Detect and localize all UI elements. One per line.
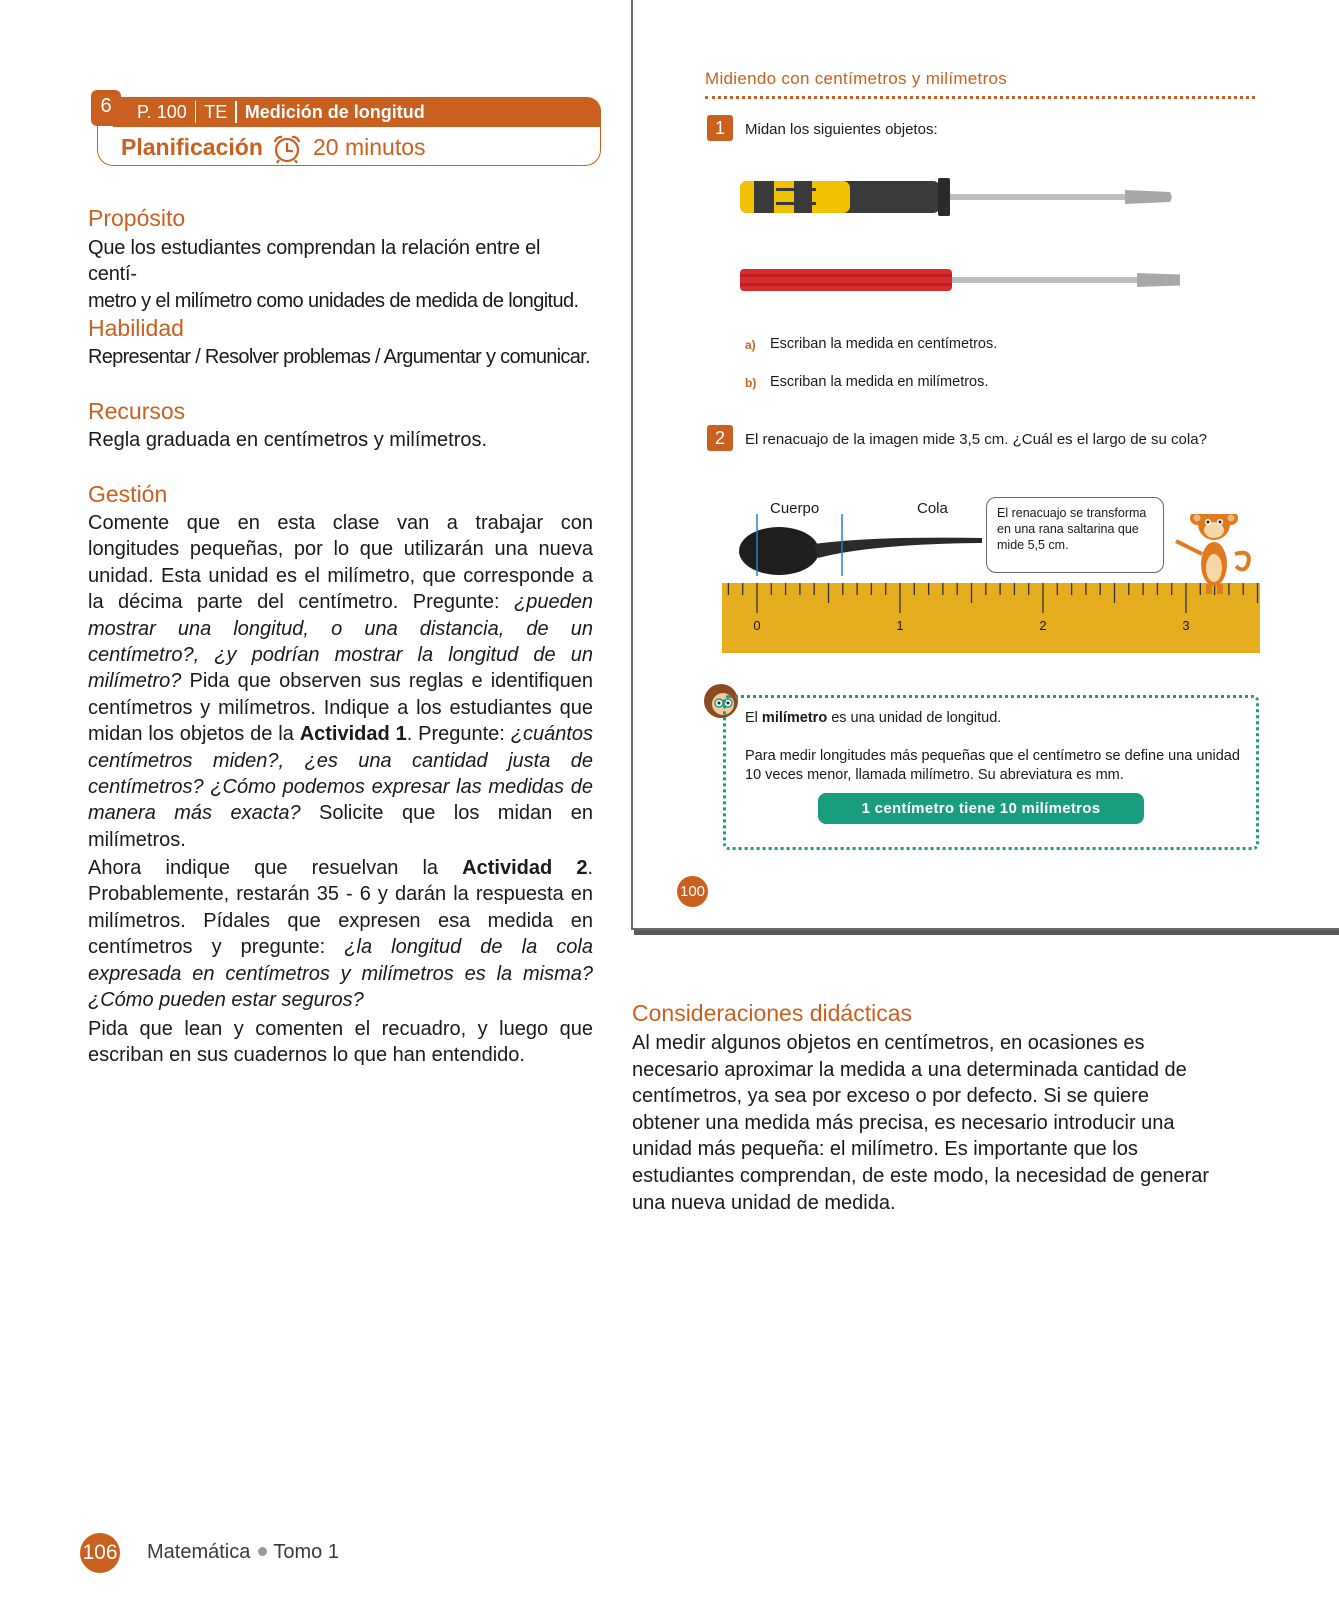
purpose-heading: Propósito — [88, 205, 186, 231]
activity-ref: Actividad 2 — [462, 857, 588, 879]
text-run: es una unidad de longitud. — [827, 710, 1002, 726]
key-fact-pill: 1 centímetro tiene 10 milímetros — [818, 793, 1144, 824]
purpose-line: metro y el milímetro como unidades de medida de longitud. — [88, 289, 579, 312]
divider — [195, 101, 197, 123]
resources-text: Regla graduada en centímetros y milímetros. — [88, 429, 488, 451]
activity-2-number: 2 — [707, 425, 733, 451]
activity-1-prompt: Midan los siguientes objetos: — [745, 121, 938, 138]
subtask-a-letter: a) — [745, 338, 756, 352]
skill-text: Representar / Resolver problemas / Argumentar y comunicar. — [88, 346, 590, 368]
screwdrivers-illustration — [740, 176, 1180, 301]
planning-label: Planificación — [121, 134, 263, 160]
purpose-text — [88, 235, 593, 314]
purpose-line: Que los estudiantes comprendan la relación entre el centí- — [88, 237, 541, 286]
page-reference: P. 100 — [137, 102, 187, 122]
body-label: Cuerpo — [770, 500, 820, 517]
text-run: Solicite que los midan en milímetros. — [88, 802, 593, 851]
considerations-text: Al medir algunos objetos en centímetros, en ocasiones es necesario aproximar la medida a una determinada cantidad de centímetros, ya sea por exceso o por defecto. Si se quiere obtener una medida más precisa, es necesario introducir una unidad más pequeña: el milímetro. Es importante que los estudiantes comprendan, de este modo, la necesidad de generar una nueva unidad de medida. — [632, 1032, 1210, 1214]
footer-subject: Matemática — [147, 1541, 251, 1563]
question-run: ¿cuántos centímetros miden?, ¿es una cantidad justa de centímetros? ¿Cómo podemos expresar las medidas de manera más exacta? — [88, 723, 593, 825]
planning-box — [97, 124, 601, 166]
definition-line-1 — [745, 709, 1001, 728]
management-paragraph-1 — [88, 510, 593, 853]
yellow-screwdriver-icon — [740, 178, 1172, 216]
subtask-b-letter: b) — [745, 376, 757, 390]
management-heading: Gestión — [88, 481, 168, 507]
question-run: ¿la longitud de la cola expresada en centímetros y milímetros es la misma? ¿Cómo pueden estar seguros? — [88, 936, 593, 1012]
divider — [235, 101, 237, 123]
definition-line-2: Para medir longitudes más pequeñas que el centímetro se define una unidad 10 veces menor, llamada milímetro. Su abreviatura es mm. — [745, 748, 1240, 783]
subtask-a-text: Escriban la medida en centímetros. — [770, 336, 998, 352]
ruler-tick-label: 1 — [896, 618, 904, 633]
planning-duration: 20 minutos — [313, 134, 426, 160]
lesson-title: Medición de longitud — [244, 102, 425, 122]
skill-heading: Habilidad — [88, 315, 184, 341]
ruler-tick-label: 2 — [1039, 618, 1047, 633]
lesson-header-bar — [113, 97, 601, 127]
dotted-divider — [705, 96, 1255, 99]
speech-bubble: El renacuajo se transforma en una rana saltarina que mide 5,5 cm. — [986, 497, 1164, 573]
activity-ref: Actividad 1 — [299, 723, 407, 746]
red-screwdriver-icon — [740, 269, 1180, 291]
activity-1-number: 1 — [707, 115, 733, 141]
text-run: . Probablemente, restarán 35 - 6 y darán la respuesta en milímetros. Pídales que expresen esa medida en centímetros y pregunte: — [88, 857, 594, 959]
bullet-dot — [258, 1547, 267, 1556]
text-run: . Pregunte: — [406, 723, 511, 746]
subtask-b-text: Escriban la medida en milímetros. — [770, 374, 989, 390]
text-run: Ahora indique que resuelvan la — [88, 857, 463, 879]
edition-label: TE — [204, 102, 228, 122]
management-paragraph-2 — [88, 855, 593, 1013]
textbook-section-title: Midiendo con centímetros y milímetros — [705, 69, 1008, 88]
footer-volume: Tomo 1 — [273, 1541, 339, 1563]
footer-title — [147, 1541, 339, 1564]
management-paragraph-3: Pida que lean y comenten el recuadro, y luego que escriban en sus cuadernos lo que han entendido. — [88, 1018, 593, 1067]
keyword: milímetro — [761, 710, 828, 726]
tadpole-icon — [739, 527, 982, 575]
resources-heading: Recursos — [88, 398, 186, 424]
ruler-tick-label: 3 — [1182, 618, 1190, 633]
considerations-heading: Consideraciones didácticas — [632, 1000, 912, 1026]
textbook-page-number: 100 — [677, 876, 708, 907]
footer-page-number: 106 — [80, 1533, 120, 1573]
text-run: Comente que en esta clase van a trabajar con longitudes pequeñas, por lo que utilizarán una nueva unidad. Esta unidad es el milímetro, que corresponde a la décima parte del centímetro. Pregunte: — [88, 512, 593, 614]
question-run: ¿pueden mostrar una longitud, o una distancia, de un centímetro?, ¿y podrían mostrar la longitud de un milímetro? — [88, 591, 593, 693]
activity-2-prompt: El renacuajo de la imagen mide 3,5 cm. ¿Cuál es el largo de su cola? — [745, 431, 1207, 448]
monkey-mascot-icon — [1176, 514, 1249, 594]
text-run: Pida que observen sus reglas e identifiquen centímetros y milímetros. Indique a los estudiantes que midan los objetos de la — [88, 670, 593, 746]
ruler-tick-label: 0 — [753, 618, 761, 633]
tail-label: Cola — [917, 500, 948, 517]
text-run: El — [745, 710, 762, 726]
unit-number-badge: 6 — [91, 90, 121, 126]
